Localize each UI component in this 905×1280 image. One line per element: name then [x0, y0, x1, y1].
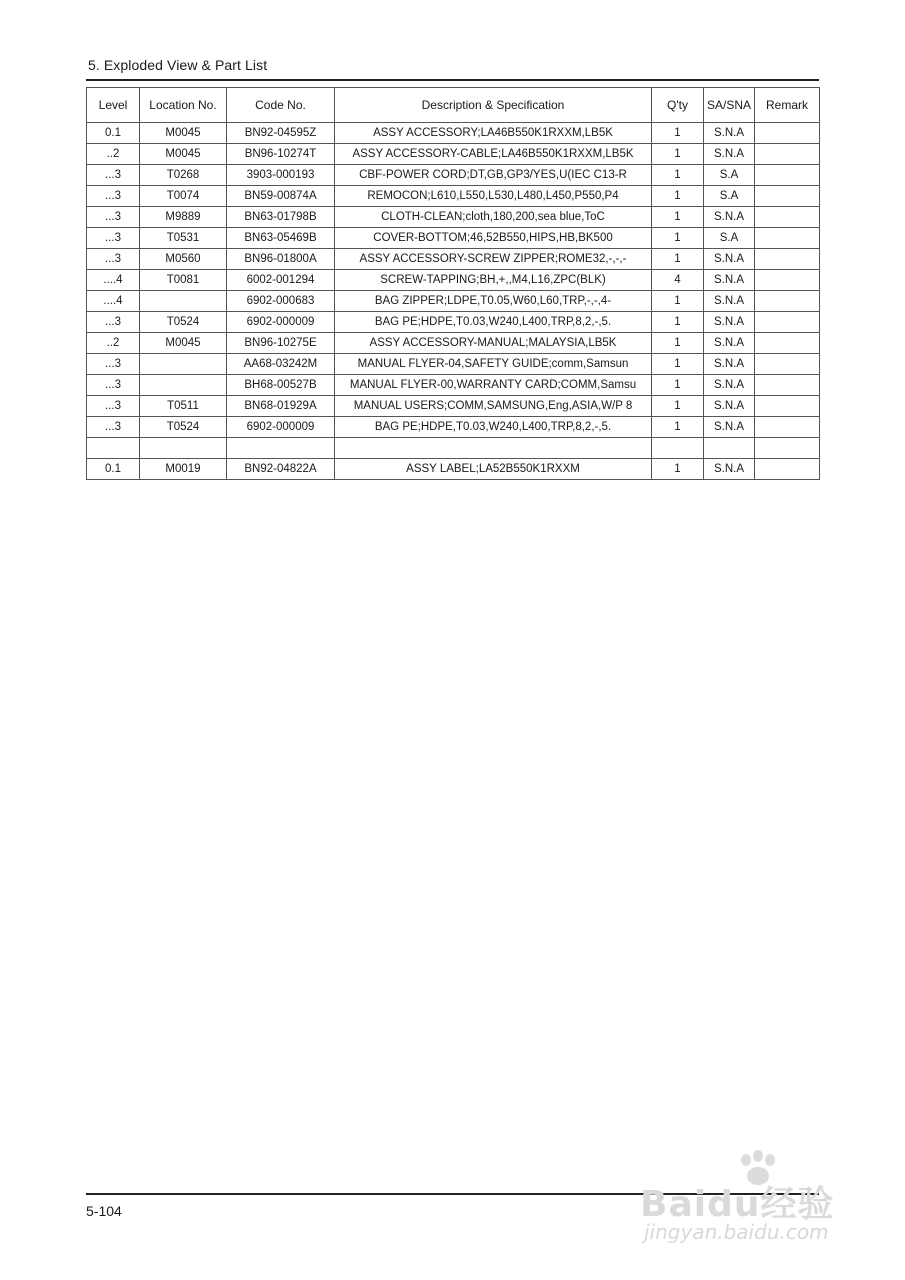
cell-remark	[755, 165, 820, 186]
cell-sa-sna: S.N.A	[704, 354, 755, 375]
cell-level: 0.1	[87, 123, 140, 144]
cell-location	[140, 354, 227, 375]
cell-description: BAG PE;HDPE,T0.03,W240,L400,TRP,8,2,-,5.	[335, 312, 652, 333]
cell-location: T0074	[140, 186, 227, 207]
cell-level: ...3	[87, 354, 140, 375]
cell-location: T0268	[140, 165, 227, 186]
cell-description: ASSY ACCESSORY-CABLE;LA46B550K1RXXM,LB5K	[335, 144, 652, 165]
cell-remark	[755, 270, 820, 291]
watermark-brand: Baidu经验	[640, 1184, 835, 1225]
table-row	[87, 165, 820, 186]
column-header-code: Code No.	[227, 88, 335, 123]
cell-code: 6902-000683	[227, 291, 335, 312]
table-row	[87, 354, 820, 375]
cell-sa-sna: S.N.A	[704, 396, 755, 417]
cell-remark	[755, 438, 820, 459]
column-header-location: Location No.	[140, 88, 227, 123]
cell-description: CBF-POWER CORD;DT,GB,GP3/YES,U(IEC C13-R	[335, 165, 652, 186]
cell-level: ..2	[87, 333, 140, 354]
cell-remark	[755, 312, 820, 333]
cell-sa-sna: S.A	[704, 165, 755, 186]
cell-qty: 1	[652, 375, 704, 396]
cell-level: ...3	[87, 186, 140, 207]
cell-code: 6002-001294	[227, 270, 335, 291]
table-row	[87, 207, 820, 228]
cell-level: 0.1	[87, 459, 140, 480]
cell-sa-sna: S.A	[704, 228, 755, 249]
cell-location: T0511	[140, 396, 227, 417]
cell-qty: 1	[652, 333, 704, 354]
cell-location: T0524	[140, 417, 227, 438]
cell-level: ....4	[87, 291, 140, 312]
cell-qty: 1	[652, 459, 704, 480]
column-header-qty: Q'ty	[652, 88, 704, 123]
cell-code: 3903-000193	[227, 165, 335, 186]
cell-description: BAG PE;HDPE,T0.03,W240,L400,TRP,8,2,-,5.	[335, 417, 652, 438]
cell-description: SCREW-TAPPING;BH,+,,M4,L16,ZPC(BLK)	[335, 270, 652, 291]
cell-code: BN92-04595Z	[227, 123, 335, 144]
table-row	[87, 228, 820, 249]
cell-sa-sna: S.N.A	[704, 417, 755, 438]
cell-level: ..2	[87, 144, 140, 165]
cell-description: MANUAL FLYER-04,SAFETY GUIDE;comm,Samsun	[335, 354, 652, 375]
cell-description: MANUAL USERS;COMM,SAMSUNG,Eng,ASIA,W/P 8	[335, 396, 652, 417]
cell-location: M0019	[140, 459, 227, 480]
cell-location: T0081	[140, 270, 227, 291]
column-header-remark: Remark	[755, 88, 820, 123]
cell-qty	[652, 438, 704, 459]
cell-level: ...3	[87, 417, 140, 438]
cell-remark	[755, 417, 820, 438]
table-row	[87, 144, 820, 165]
cell-code: BN96-10275E	[227, 333, 335, 354]
cell-qty: 1	[652, 144, 704, 165]
watermark	[640, 1150, 860, 1250]
cell-location: T0531	[140, 228, 227, 249]
cell-description: MANUAL FLYER-00,WARRANTY CARD;COMM,Samsu	[335, 375, 652, 396]
table-row	[87, 396, 820, 417]
cell-level: ...3	[87, 207, 140, 228]
cell-code: 6902-000009	[227, 312, 335, 333]
cell-qty: 1	[652, 228, 704, 249]
cell-remark	[755, 123, 820, 144]
cell-code: BN96-01800A	[227, 249, 335, 270]
cell-qty: 1	[652, 396, 704, 417]
cell-remark	[755, 144, 820, 165]
watermark-url: jingyan.baidu.com	[644, 1220, 829, 1244]
cell-code: BN63-05469B	[227, 228, 335, 249]
table-row	[87, 249, 820, 270]
column-header-level: Level	[87, 88, 140, 123]
part-list-table	[86, 87, 820, 480]
cell-sa-sna: S.N.A	[704, 291, 755, 312]
cell-description	[335, 438, 652, 459]
table-row	[87, 417, 820, 438]
cell-location	[140, 291, 227, 312]
cell-level: ...3	[87, 165, 140, 186]
cell-code: BN63-01798B	[227, 207, 335, 228]
table-row	[87, 123, 820, 144]
cell-description: ASSY LABEL;LA52B550K1RXXM	[335, 459, 652, 480]
cell-qty: 4	[652, 270, 704, 291]
table-row	[87, 270, 820, 291]
cell-location	[140, 438, 227, 459]
cell-remark	[755, 228, 820, 249]
cell-description: CLOTH-CLEAN;cloth,180,200,sea blue,ToC	[335, 207, 652, 228]
cell-description: ASSY ACCESSORY;LA46B550K1RXXM,LB5K	[335, 123, 652, 144]
cell-code: 6902-000009	[227, 417, 335, 438]
cell-level: ....4	[87, 270, 140, 291]
cell-sa-sna: S.N.A	[704, 123, 755, 144]
cell-location: T0524	[140, 312, 227, 333]
cell-location: M0560	[140, 249, 227, 270]
cell-level: ...3	[87, 375, 140, 396]
table-row	[87, 333, 820, 354]
cell-qty: 1	[652, 354, 704, 375]
cell-qty: 1	[652, 249, 704, 270]
table-header-row	[87, 88, 820, 123]
cell-level	[87, 438, 140, 459]
cell-location: M0045	[140, 144, 227, 165]
cell-level: ...3	[87, 312, 140, 333]
cell-sa-sna: S.N.A	[704, 270, 755, 291]
cell-level: ...3	[87, 249, 140, 270]
cell-sa-sna: S.N.A	[704, 375, 755, 396]
cell-sa-sna: S.N.A	[704, 144, 755, 165]
cell-code: BH68-00527B	[227, 375, 335, 396]
cell-description: COVER-BOTTOM;46,52B550,HIPS,HB,BK500	[335, 228, 652, 249]
cell-description: ASSY ACCESSORY-MANUAL;MALAYSIA,LB5K	[335, 333, 652, 354]
cell-remark	[755, 333, 820, 354]
cell-code: BN96-10274T	[227, 144, 335, 165]
cell-remark	[755, 186, 820, 207]
cell-qty: 1	[652, 165, 704, 186]
cell-description: ASSY ACCESSORY-SCREW ZIPPER;ROME32,-,-,-	[335, 249, 652, 270]
column-header-sa-sna: SA/SNA	[704, 88, 755, 123]
page-title: 5. Exploded View & Part List	[88, 57, 268, 73]
cell-sa-sna: S.N.A	[704, 249, 755, 270]
table-row	[87, 459, 820, 480]
table-body	[87, 123, 820, 480]
cell-sa-sna: S.N.A	[704, 459, 755, 480]
cell-remark	[755, 291, 820, 312]
cell-location	[140, 375, 227, 396]
cell-sa-sna: S.N.A	[704, 333, 755, 354]
cell-location: M0045	[140, 333, 227, 354]
cell-location: M0045	[140, 123, 227, 144]
cell-remark	[755, 375, 820, 396]
cell-code: AA68-03242M	[227, 354, 335, 375]
table-row	[87, 291, 820, 312]
table-row	[87, 438, 820, 459]
cell-level: ...3	[87, 228, 140, 249]
cell-remark	[755, 396, 820, 417]
cell-remark	[755, 354, 820, 375]
cell-code: BN68-01929A	[227, 396, 335, 417]
cell-qty: 1	[652, 186, 704, 207]
cell-qty: 1	[652, 312, 704, 333]
cell-level: ...3	[87, 396, 140, 417]
cell-sa-sna	[704, 438, 755, 459]
column-header-description: Description & Specification	[335, 88, 652, 123]
cell-remark	[755, 249, 820, 270]
header-divider	[86, 79, 819, 81]
cell-code	[227, 438, 335, 459]
table-row	[87, 312, 820, 333]
cell-sa-sna: S.A	[704, 186, 755, 207]
cell-description: BAG ZIPPER;LDPE,T0.05,W60,L60,TRP,-,-,4-	[335, 291, 652, 312]
cell-code: BN59-00874A	[227, 186, 335, 207]
table-row	[87, 186, 820, 207]
cell-qty: 1	[652, 207, 704, 228]
cell-qty: 1	[652, 123, 704, 144]
table-row	[87, 375, 820, 396]
cell-remark	[755, 207, 820, 228]
cell-qty: 1	[652, 291, 704, 312]
page-number: 5-104	[86, 1203, 122, 1219]
cell-qty: 1	[652, 417, 704, 438]
cell-remark	[755, 459, 820, 480]
cell-sa-sna: S.N.A	[704, 312, 755, 333]
cell-sa-sna: S.N.A	[704, 207, 755, 228]
cell-description: REMOCON;L610,L550,L530,L480,L450,P550,P4	[335, 186, 652, 207]
cell-code: BN92-04822A	[227, 459, 335, 480]
cell-location: M9889	[140, 207, 227, 228]
